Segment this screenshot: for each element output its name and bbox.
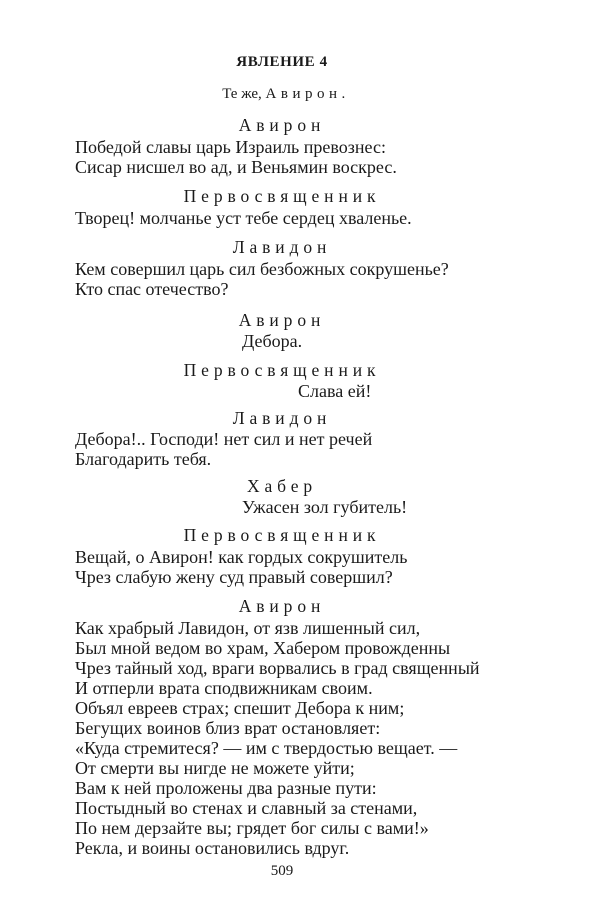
verse-line: Благодарить тебя.	[75, 449, 212, 469]
speaker-name: Лавидон	[232, 408, 332, 428]
verse-line: Чрез тайный ход, враги ворвались в град священный	[75, 658, 480, 678]
stage-direction-name: Авирон.	[265, 86, 350, 102]
speaker-name: Первосвященник	[183, 360, 381, 380]
verse-line: Чрез слабую жену суд правый совершил?	[75, 567, 393, 587]
scene-title: ЯВЛЕНИЕ 4	[236, 54, 328, 70]
verse-line: От смерти вы нигде не можете уйти;	[75, 758, 355, 778]
stage-direction-prefix: Те же,	[222, 86, 262, 102]
speaker-name: Авирон	[238, 596, 326, 616]
verse-line: Победой славы царь Израиль превознес:	[75, 137, 386, 157]
verse-line: Ужасен зол губитель!	[242, 497, 408, 517]
verse-line: Дебора!.. Господи! нет сил и нет речей	[75, 429, 373, 449]
verse-line: По нем дерзайте вы; грядет бог силы с вами!»	[75, 818, 429, 838]
speaker-name: Авирон	[238, 115, 326, 135]
verse-line: Как храбрый Лавидон, от язв лишенный сил,	[75, 618, 421, 638]
speaker-name: Первосвященник	[183, 525, 381, 545]
verse-line: Слава ей!	[298, 381, 372, 401]
speaker-name: Лавидон	[232, 237, 332, 257]
page-number: 509	[270, 863, 294, 879]
speaker-name: Хабер	[246, 476, 318, 496]
verse-line: «Куда стремитеся? — им с твердостью вещает. —	[75, 738, 458, 758]
verse-line: Сисар нисшел во ад, и Веньямин воскрес.	[75, 157, 397, 177]
verse-line: И отперли врата сподвижникам своим.	[75, 678, 373, 698]
verse-line: Постыдный во стенах и славный за стенами,	[75, 798, 418, 818]
speaker-name: Первосвященник	[183, 186, 381, 206]
verse-line: Бегущих воинов близ врат остановляет:	[75, 718, 381, 738]
verse-line: Рекла, и воины остановились вдруг.	[75, 838, 350, 858]
verse-line: Творец! молчанье уст тебе сердец хваленье.	[75, 208, 412, 228]
verse-line: Объял евреев страх; спешит Дебора к ним;	[75, 698, 405, 718]
verse-line: Был мной ведом во храм, Хабером провожденны	[75, 638, 451, 658]
speaker-name: Авирон	[238, 310, 326, 330]
verse-line: Вещай, о Авирон! как гордых сокрушитель	[75, 547, 408, 567]
verse-line: Кем совершил царь сил безбожных сокрушенье?	[75, 259, 449, 279]
verse-line: Дебора.	[242, 331, 303, 351]
verse-line: Вам к ней проложены два разные пути:	[75, 778, 377, 798]
verse-line: Кто спас отечество?	[75, 279, 229, 299]
stage-direction	[4, 84, 568, 104]
